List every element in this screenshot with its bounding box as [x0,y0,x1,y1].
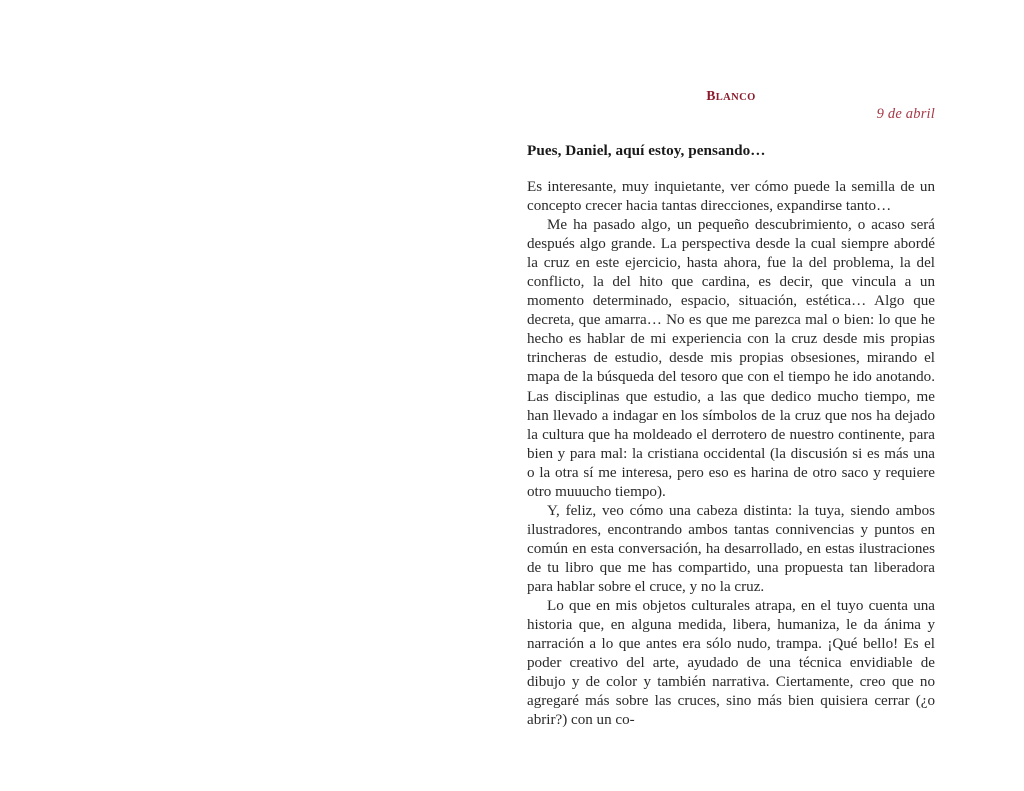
running-head-rest: LANCO [715,92,756,103]
running-head-first-letter: B [706,88,716,103]
paragraph: Es interesante, muy inquietante, ver cómo puede la semilla de un concepto crecer hacia tantas direcciones, expandirse tanto… [527,179,935,215]
body-text-block [527,141,935,730]
paragraph: Me ha pasado algo, un pequeño descubrimiento, o acaso será después algo grande. La perspectiva desde la cual siempre abordé la cruz en este ejercicio, hasta ahora, fue la del problema, la del conflicto, la del hito que cardina, es decir, que vincula a un momento determinado, espacio, situación, estética… Algo que decreta, que amarra… No es que me parezca mal o bien: lo que he hecho es hablar de mi experiencia con la cruz desde mis propias trincheras de estudio, desde mis propias obsesiones, mirando el mapa de la búsqueda del tesoro que con el tiempo he ido anotando. Las disciplinas que estudio, a las que dedico mucho tiempo, me han llevado a indagar en los símbolos de la cruz que nos ha dejado la cultura que ha moldeado el derrotero de nuestro continente, para bien y para mal: la cristiana occidental (la discusión si es más una o la otra sí me interesa, pero eso es harina de otro saco y requiere otro muuucho tiempo). [527,217,935,500]
page-title: Pues, Daniel, aquí estoy, pensando… [527,142,766,159]
date-line: 9 de abril [876,106,935,122]
paragraph: Lo que en mis objetos culturales atrapa, en el tuyo cuenta una historia que, en alguna medida, libera, humaniza, le da ánima y narración a lo que antes era sólo nudo, trampa. ¡Qué bello! Es el poder creativo del arte, ayudado de una técnica envidiable de dibujo y de color y también narrativa. Ciertamente, creo que no agregaré más sobre las cruces, sino más bien quisiera cerrar (¿o abrir?) con un co- [527,598,935,729]
paragraph: Y, feliz, veo cómo una cabeza distinta: la tuya, siendo ambos ilustradores, encontrando ambos tantas connivencias y puntos en común en esta conversación, ha desarrollado, en estas ilustraciones de tu libro que me has compartido, una propuesta tan liberadora para hablar sobre el cruce, y no la cruz. [527,502,935,595]
running-head [527,88,935,104]
recto-page [512,0,1024,791]
